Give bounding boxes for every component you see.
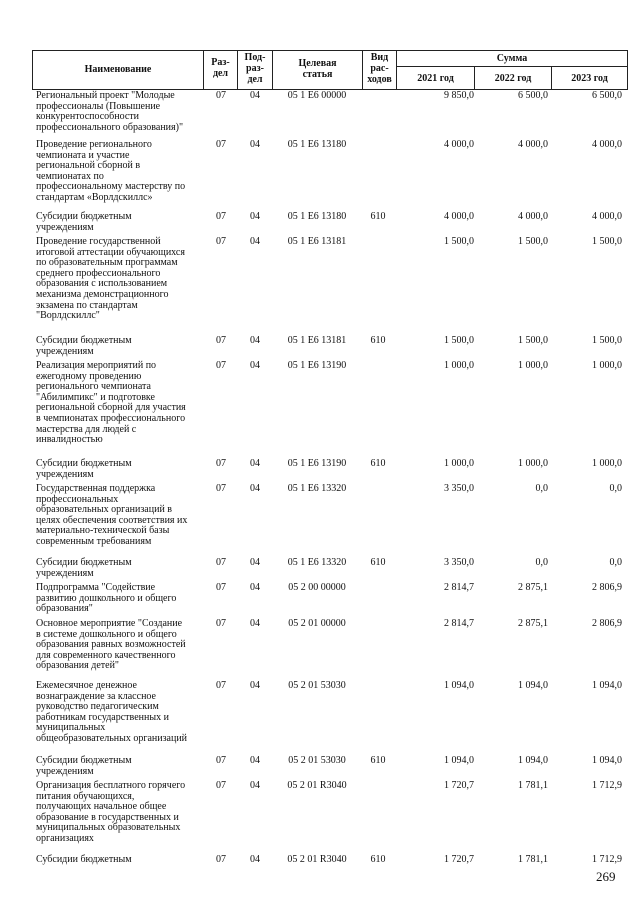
row-article: 05 2 01 00000 [288,618,346,629]
row-sum-2022: 1 000,0 [518,458,548,469]
row-article: 05 1 Е6 13180 [287,139,347,150]
row-sum-2022: 1 094,0 [518,755,548,766]
row-sum-2022: 1 500,0 [518,236,548,247]
row-sum-2023: 1 094,0 [592,680,622,691]
row-podrazdel: 04 [250,557,260,568]
header-2023-label: 2023 год [571,73,608,84]
row-podrazdel: 04 [250,755,260,766]
row-sum-2022: 1 094,0 [518,680,548,691]
header-razdel-label: Раз- дел [211,57,230,79]
row-sum-2023: 2 806,9 [592,618,622,629]
row-sum-2023: 1 500,0 [592,236,622,247]
row-vid: 610 [370,557,386,568]
row-razdel: 07 [216,755,226,766]
row-article: 05 1 Е6 13190 [287,360,347,371]
row-article: 05 1 Е6 13180 [287,211,347,222]
header-2021-label: 2021 год [417,73,454,84]
row-article: 05 2 01 R3040 [287,854,347,865]
row-razdel: 07 [216,780,226,791]
row-name: Реализация мероприятий по ежегодному проведению регионального чемпионата "Абилимпикс" и подготовке региональной сборной для участия в чемпионатах профессионального мастерства для людей с инвалидностью [36,360,186,446]
row-vid: 610 [370,755,386,766]
header-podrazdel-label: Под- раз- дел [244,52,266,85]
row-sum-2023: 1 094,0 [592,755,622,766]
row-sum-2022: 0,0 [535,483,548,494]
row-sum-2021: 1 720,7 [444,854,474,865]
row-sum-2022: 1 781,1 [518,780,548,791]
row-razdel: 07 [216,360,226,371]
row-sum-2021: 4 000,0 [444,139,474,150]
row-sum-2021: 1 000,0 [444,360,474,371]
row-sum-2021: 1 720,7 [444,780,474,791]
row-podrazdel: 04 [250,582,260,593]
row-article: 05 1 Е6 13181 [287,335,347,346]
row-sum-2023: 6 500,0 [592,90,622,101]
row-sum-2021: 9 850,0 [444,90,474,101]
row-sum-2021: 4 000,0 [444,211,474,222]
row-sum-2023: 1 712,9 [592,854,622,865]
row-article: 05 1 Е6 13181 [287,236,347,247]
row-podrazdel: 04 [250,139,260,150]
row-name: Проведение регионального чемпионата и участие региональной сборной в чемпионатах по профессиональному мастерству по стандартам «Ворлдскиллс» [36,139,186,203]
row-podrazdel: 04 [250,483,260,494]
header-2022-label: 2022 год [494,73,532,84]
row-sum-2022: 4 000,0 [518,211,548,222]
row-article: 05 1 Е6 13320 [287,483,347,494]
row-podrazdel: 04 [250,90,260,101]
row-name: Государственная поддержка профессиональных образовательных организаций в целях обеспечения соответствия их материально-технической базы современным требованиям [36,483,188,547]
row-name: Региональный проект "Молодые профессионалы (Повышение конкурентоспособности профессионального образования)" [36,90,184,133]
row-razdel: 07 [216,557,226,568]
page-number: 269 [596,869,616,884]
row-name: Субсидии бюджетным учреждениям [36,755,132,777]
row-sum-2022: 6 500,0 [518,90,548,101]
row-sum-2022: 0,0 [535,557,548,568]
row-sum-2023: 1 712,9 [592,780,622,791]
row-razdel: 07 [216,483,226,494]
row-name: Субсидии бюджетным учреждениям [36,557,132,579]
row-sum-2022: 1 500,0 [518,335,548,346]
row-podrazdel: 04 [250,854,260,865]
row-sum-2021: 1 500,0 [444,335,474,346]
row-sum-2023: 4 000,0 [592,211,622,222]
row-razdel: 07 [216,335,226,346]
row-sum-2022: 4 000,0 [518,139,548,150]
row-razdel: 07 [216,680,226,691]
row-sum-2022: 1 781,1 [518,854,548,865]
row-sum-2023: 1 500,0 [592,335,622,346]
row-podrazdel: 04 [250,211,260,222]
row-article: 05 2 01 53030 [288,755,346,766]
row-article: 05 2 00 00000 [288,582,346,593]
row-article: 05 2 01 R3040 [287,780,347,791]
row-name: Субсидии бюджетным [36,854,132,865]
row-name: Ежемесячное денежное вознаграждение за классное руководство педагогическим работникам государственных и муниципальных общеобразовательных организаций [36,680,188,744]
row-sum-2022: 1 000,0 [518,360,548,371]
row-vid: 610 [370,211,386,222]
row-vid: 610 [370,458,386,469]
row-sum-2021: 1 000,0 [444,458,474,469]
header-name-label: Наименование [84,64,152,75]
row-vid: 610 [370,854,386,865]
row-sum-2021: 3 350,0 [444,483,474,494]
row-podrazdel: 04 [250,360,260,371]
row-razdel: 07 [216,139,226,150]
row-name: Субсидии бюджетным учреждениям [36,335,132,357]
row-podrazdel: 04 [250,335,260,346]
row-razdel: 07 [216,236,226,247]
row-podrazdel: 04 [250,458,260,469]
row-name: Субсидии бюджетным учреждениям [36,458,132,480]
row-name: Основное мероприятие "Создание в системе дошкольного и общего образования равных возможностей для современного качественного образования детей" [36,618,186,672]
row-article: 05 1 Е6 13190 [287,458,347,469]
row-vid: 610 [370,335,386,346]
row-sum-2022: 2 875,1 [518,618,548,629]
row-sum-2023: 1 000,0 [592,360,622,371]
row-sum-2021: 1 094,0 [444,680,474,691]
row-razdel: 07 [216,854,226,865]
row-name: Субсидии бюджетным учреждениям [36,211,132,233]
header-vid-label: Вид рас- ходов [367,52,392,85]
row-podrazdel: 04 [250,780,260,791]
row-podrazdel: 04 [250,618,260,629]
row-sum-2022: 2 875,1 [518,582,548,593]
row-article: 05 1 Е6 00000 [287,90,347,101]
row-name: Проведение государственной итоговой аттестации обучающихся по образовательным программам среднего профессионального образования с использованием механизма демонстрационного экзамена по стандартам "Ворлдскиллс" [36,236,185,322]
row-podrazdel: 04 [250,236,260,247]
row-sum-2023: 0,0 [609,557,622,568]
row-sum-2021: 1 094,0 [444,755,474,766]
row-sum-2021: 2 814,7 [444,618,474,629]
row-sum-2021: 2 814,7 [444,582,474,593]
row-sum-2023: 4 000,0 [592,139,622,150]
row-sum-2021: 1 500,0 [444,236,474,247]
row-sum-2023: 1 000,0 [592,458,622,469]
row-razdel: 07 [216,582,226,593]
row-sum-2023: 0,0 [609,483,622,494]
row-sum-2021: 3 350,0 [444,557,474,568]
row-podrazdel: 04 [250,680,260,691]
row-razdel: 07 [216,90,226,101]
row-article: 05 2 01 53030 [288,680,346,691]
header-summa-label: Сумма [496,53,528,64]
header-article-label: Целевая статья [298,58,337,80]
row-razdel: 07 [216,618,226,629]
row-sum-2023: 2 806,9 [592,582,622,593]
row-razdel: 07 [216,211,226,222]
row-name: Подпрограмма "Содействие развитию дошкольного и общего образования" [36,582,177,615]
row-name: Организация бесплатного горячего питания обучающихся, получающих начальное общее образование в государственных и муниципальных образовательных организациях [36,780,186,844]
row-razdel: 07 [216,458,226,469]
row-article: 05 1 Е6 13320 [287,557,347,568]
